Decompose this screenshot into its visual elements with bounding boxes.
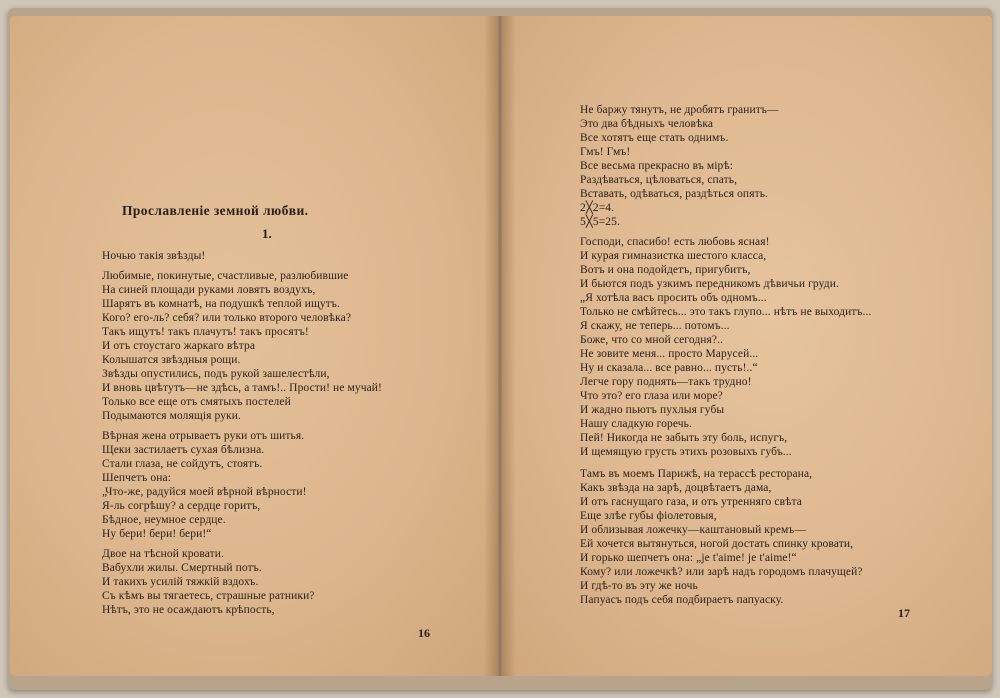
- poem-line: И жадно пьютъ пухлыя губы: [580, 404, 725, 416]
- poem-line: Такъ ищутъ! такъ плачутъ! такъ просятъ!: [102, 326, 309, 338]
- poem-line: И отъ стоустаго жаркаго вѣтра: [102, 340, 256, 352]
- poem-line: Подымаются молящiя руки.: [102, 410, 241, 422]
- poem-line: Папуасъ подъ себя подбираетъ папуаску.: [580, 594, 784, 606]
- poem-line: „Что-же, радуйся моей вѣрной вѣрности!: [102, 486, 307, 498]
- poem-line: Ей хочется вытянуться, ногой достать спинку кровати,: [580, 538, 854, 550]
- poem-line: Вѣрная жена отрываетъ руки отъ шитья.: [102, 430, 305, 442]
- poem-line: И щемящую грусть этихъ розовыхъ губъ...: [580, 446, 792, 458]
- poem-line: Колышатся звѣздныя рощи.: [102, 354, 241, 366]
- poem-line: Звѣзды опустились, подъ рукой зашелестѣли,: [102, 368, 330, 380]
- poem-line: Любимые, покинутые, счастливые, разлюбившие: [102, 270, 349, 282]
- poem-line: И вновь цвѣтутъ—не здѣсь, а тамъ!.. Прости! не мучай!: [102, 382, 382, 394]
- poem-line: Только не смѣйтесь... это такъ глупо... нѣтъ не выходитъ...: [580, 306, 872, 318]
- poem-line: Пей! Никогда не забыть эту боль, испугъ,: [580, 432, 788, 444]
- poem-line: Кого? его-ль? себя? или только второго человѣка?: [102, 312, 352, 324]
- poem-line: Кому? или ложечкѣ? или зарѣ надъ городомъ плачущей?: [580, 566, 863, 578]
- poem-line: Только все еще отъ смятыхъ постелей: [102, 396, 291, 408]
- poem-line: Какъ звѣзда на зарѣ, доцвѣтаетъ дама,: [580, 482, 772, 494]
- poem-line: Бѣдное, неумное сердце.: [102, 514, 226, 526]
- page-number-left: 16: [418, 626, 430, 640]
- section-number: 1.: [262, 226, 272, 241]
- poem-line: Стали глаза, не сойдутъ, стоятъ.: [102, 458, 263, 470]
- poem-line: Не баржу тянутъ, не дробятъ гранитъ—: [580, 104, 779, 116]
- poem-line: Съ кѣмъ вы тягаетесь, страшные ратники?: [102, 590, 315, 602]
- poem-line: Нѣтъ, это не осаждаютъ крѣпость,: [102, 604, 275, 616]
- poem-line: Вотъ и она подойдетъ, пригубитъ,: [580, 264, 751, 276]
- poem-line: Ну бери! бери! бери!“: [102, 528, 212, 540]
- poem-line: Вабухли жилы. Смертный потъ.: [102, 562, 262, 574]
- poem-line: Шарятъ въ комнатѣ, на подушкѣ теплой ищутъ.: [102, 298, 340, 310]
- poem-line: Все весьма прекрасно въ мiрѣ:: [580, 160, 734, 172]
- poem-line: Шепчетъ она:: [102, 472, 171, 484]
- poem-line: 5╳5=25.: [580, 216, 620, 228]
- poem-line: Что это? его глаза или море?: [580, 390, 723, 402]
- poem-line: Это два бѣдныхъ человѣка: [580, 118, 714, 130]
- poem-line: Я-ль согрѣшу? а сердце горитъ,: [102, 500, 261, 512]
- poem-line: Нашу сладкую горечь.: [580, 418, 692, 430]
- poem-line: И облизывая ложечку—каштановый кремъ—: [580, 524, 807, 536]
- right-page: [502, 16, 992, 676]
- poem-line: Раздѣваться, цѣловаться, спать,: [580, 174, 738, 186]
- poem-line: Двое на тѣсной кровати.: [102, 548, 225, 560]
- poem-line: „Я хотѣла васъ просить объ одномъ...: [580, 292, 767, 304]
- poem-title: Прославленiе земной любви.: [122, 203, 309, 218]
- poem-line: 2╳2=4.: [580, 202, 615, 214]
- poem-line: И отъ гаснущаго газа, и отъ утренняго свѣта: [580, 496, 802, 508]
- poem-line: И горько шепчетъ она: „je t'aime! je t'aime!“: [580, 552, 797, 564]
- poem-line: Не зовите меня... просто Марусей...: [580, 348, 759, 360]
- poem-line: Еще злѣе губы фiолетовыя,: [580, 510, 717, 522]
- poem-line: Вставать, одѣваться, раздѣться опять.: [580, 188, 769, 200]
- poem-line: И гдѣ-то въ эту же ночь: [580, 580, 698, 592]
- poem-line: И курая гимназистка шестого класса,: [580, 250, 767, 262]
- poem-line: На синей площади руками ловятъ воздухъ,: [102, 284, 316, 296]
- poem-line: Ну и сказала... все равно... пусть!..“: [580, 362, 758, 374]
- poem-line: Ночью такiя звѣзды!: [102, 250, 206, 262]
- poem-line: И такихъ усилiй тяжкiй вздохъ.: [102, 576, 259, 588]
- poem-line: И бьются подъ узкимъ передникомъ дѣвичьи груди.: [580, 278, 839, 290]
- poem-line: Щеки застилаетъ сухая бѣлизна.: [102, 444, 265, 456]
- poem-line: Гмъ! Гмъ!: [580, 146, 631, 158]
- poem-line: Боже, что со мной сегодня?..: [580, 334, 724, 346]
- left-page: [10, 16, 498, 676]
- poem-line: Тамъ въ моемъ Парижѣ, на терассѣ ресторана,: [580, 468, 813, 480]
- poem-line: Господи, спасибо! есть любовь ясная!: [580, 236, 770, 248]
- page-number-right: 17: [898, 606, 910, 620]
- poem-line: Легче гору поднять—такъ трудно!: [580, 376, 752, 388]
- poem-line: Все хотятъ еще стать однимъ.: [580, 132, 729, 144]
- poem-line: Я скажу, не теперь... потомъ...: [580, 320, 730, 332]
